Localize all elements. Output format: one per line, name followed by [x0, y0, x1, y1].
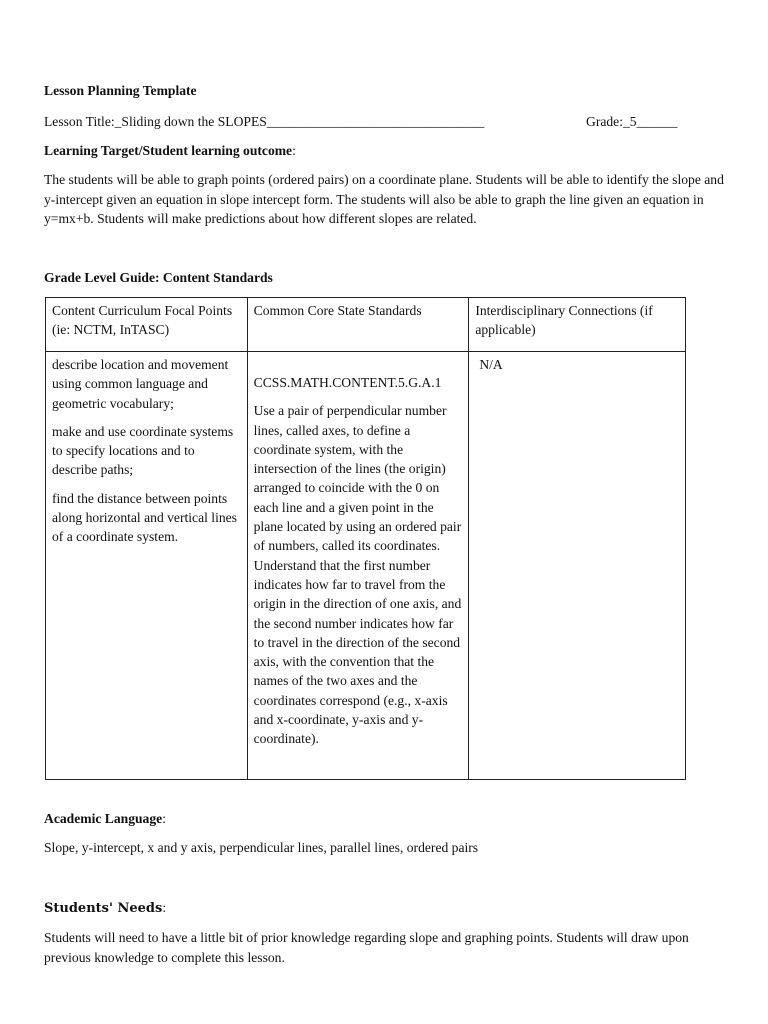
- standards-table-header-row: [46, 298, 686, 352]
- learning-target-text: The students will be able to graph points (ordered pairs) on a coordinate plane. Students will be able to identify the slope and y-intercept given an equation in slope intercept form. The students will also be able to graph the line given an equation in y=mx+b. Students will make predictions about how different slopes are related.: [44, 172, 724, 226]
- focal-points-cell: [46, 352, 248, 780]
- header-focal-points: Content Curriculum Focal Points (ie: NCTM, InTASC): [46, 298, 248, 352]
- common-core-cell: [247, 352, 469, 780]
- focal-point-item: find the distance between points along horizontal and vertical lines of a coordinate system.: [52, 490, 237, 545]
- ccss-code: CCSS.MATH.CONTENT.5.G.A.1: [253, 375, 442, 390]
- students-needs-heading: Students' Needs: [44, 901, 163, 916]
- academic-language-colon: :: [162, 811, 166, 826]
- focal-point-item: make and use coordinate systems to specify locations and to describe paths;: [52, 423, 234, 478]
- learning-target-heading: Learning Target/Student learning outcome: [44, 143, 293, 158]
- learning-target-heading-row: [44, 141, 296, 161]
- focal-point-item: describe location and movement using common language and geometric vocabulary;: [52, 357, 229, 411]
- header-common-core: Common Core State Standards: [247, 298, 469, 352]
- grade-line: Grade:_5______: [586, 114, 678, 129]
- interdisciplinary-cell: [469, 352, 686, 780]
- lesson-title-line: Lesson Title:_Sliding down the SLOPES________________________________: [44, 114, 485, 129]
- template-title: Lesson Planning Template: [44, 83, 197, 98]
- academic-language-heading-row: [44, 809, 166, 829]
- students-needs-heading-row: [44, 898, 166, 919]
- students-needs-text: Students will need to have a little bit of prior knowledge regarding slope and graphing points. Students will draw upon previous knowledge to complete this lesson.: [44, 930, 689, 965]
- interdisciplinary-value: N/A: [479, 357, 503, 372]
- learning-target-colon: :: [292, 143, 296, 158]
- academic-language-text: Slope, y-intercept, x and y axis, perpendicular lines, parallel lines, ordered pairs: [44, 840, 479, 855]
- header-interdisciplinary: Interdisciplinary Connections (if applicable): [469, 298, 686, 352]
- grade-level-heading: Grade Level Guide: Content Standards: [44, 270, 273, 285]
- students-needs-colon: :: [162, 900, 167, 915]
- standards-table: [45, 297, 686, 780]
- ccss-text: Use a pair of perpendicular number lines, called axes, to define a coordinate system, with the intersection of the lines (the origin) arranged to coincide with the 0 on each line and a given point in the plane located by using an ordered pair of numbers, called its coordinates. Understand that the first number indicates how far to travel from the origin in the direction of one axis, and the second number indicates how far to travel in the direction of the second axis, with the convention that the names of the two axes and the coordinates correspond (e.g., x-axis and x-coordinate, y-axis and y-coordinate).: [253, 403, 462, 747]
- academic-language-heading: Academic Language: [44, 811, 163, 826]
- standards-table-body-row: [46, 352, 686, 780]
